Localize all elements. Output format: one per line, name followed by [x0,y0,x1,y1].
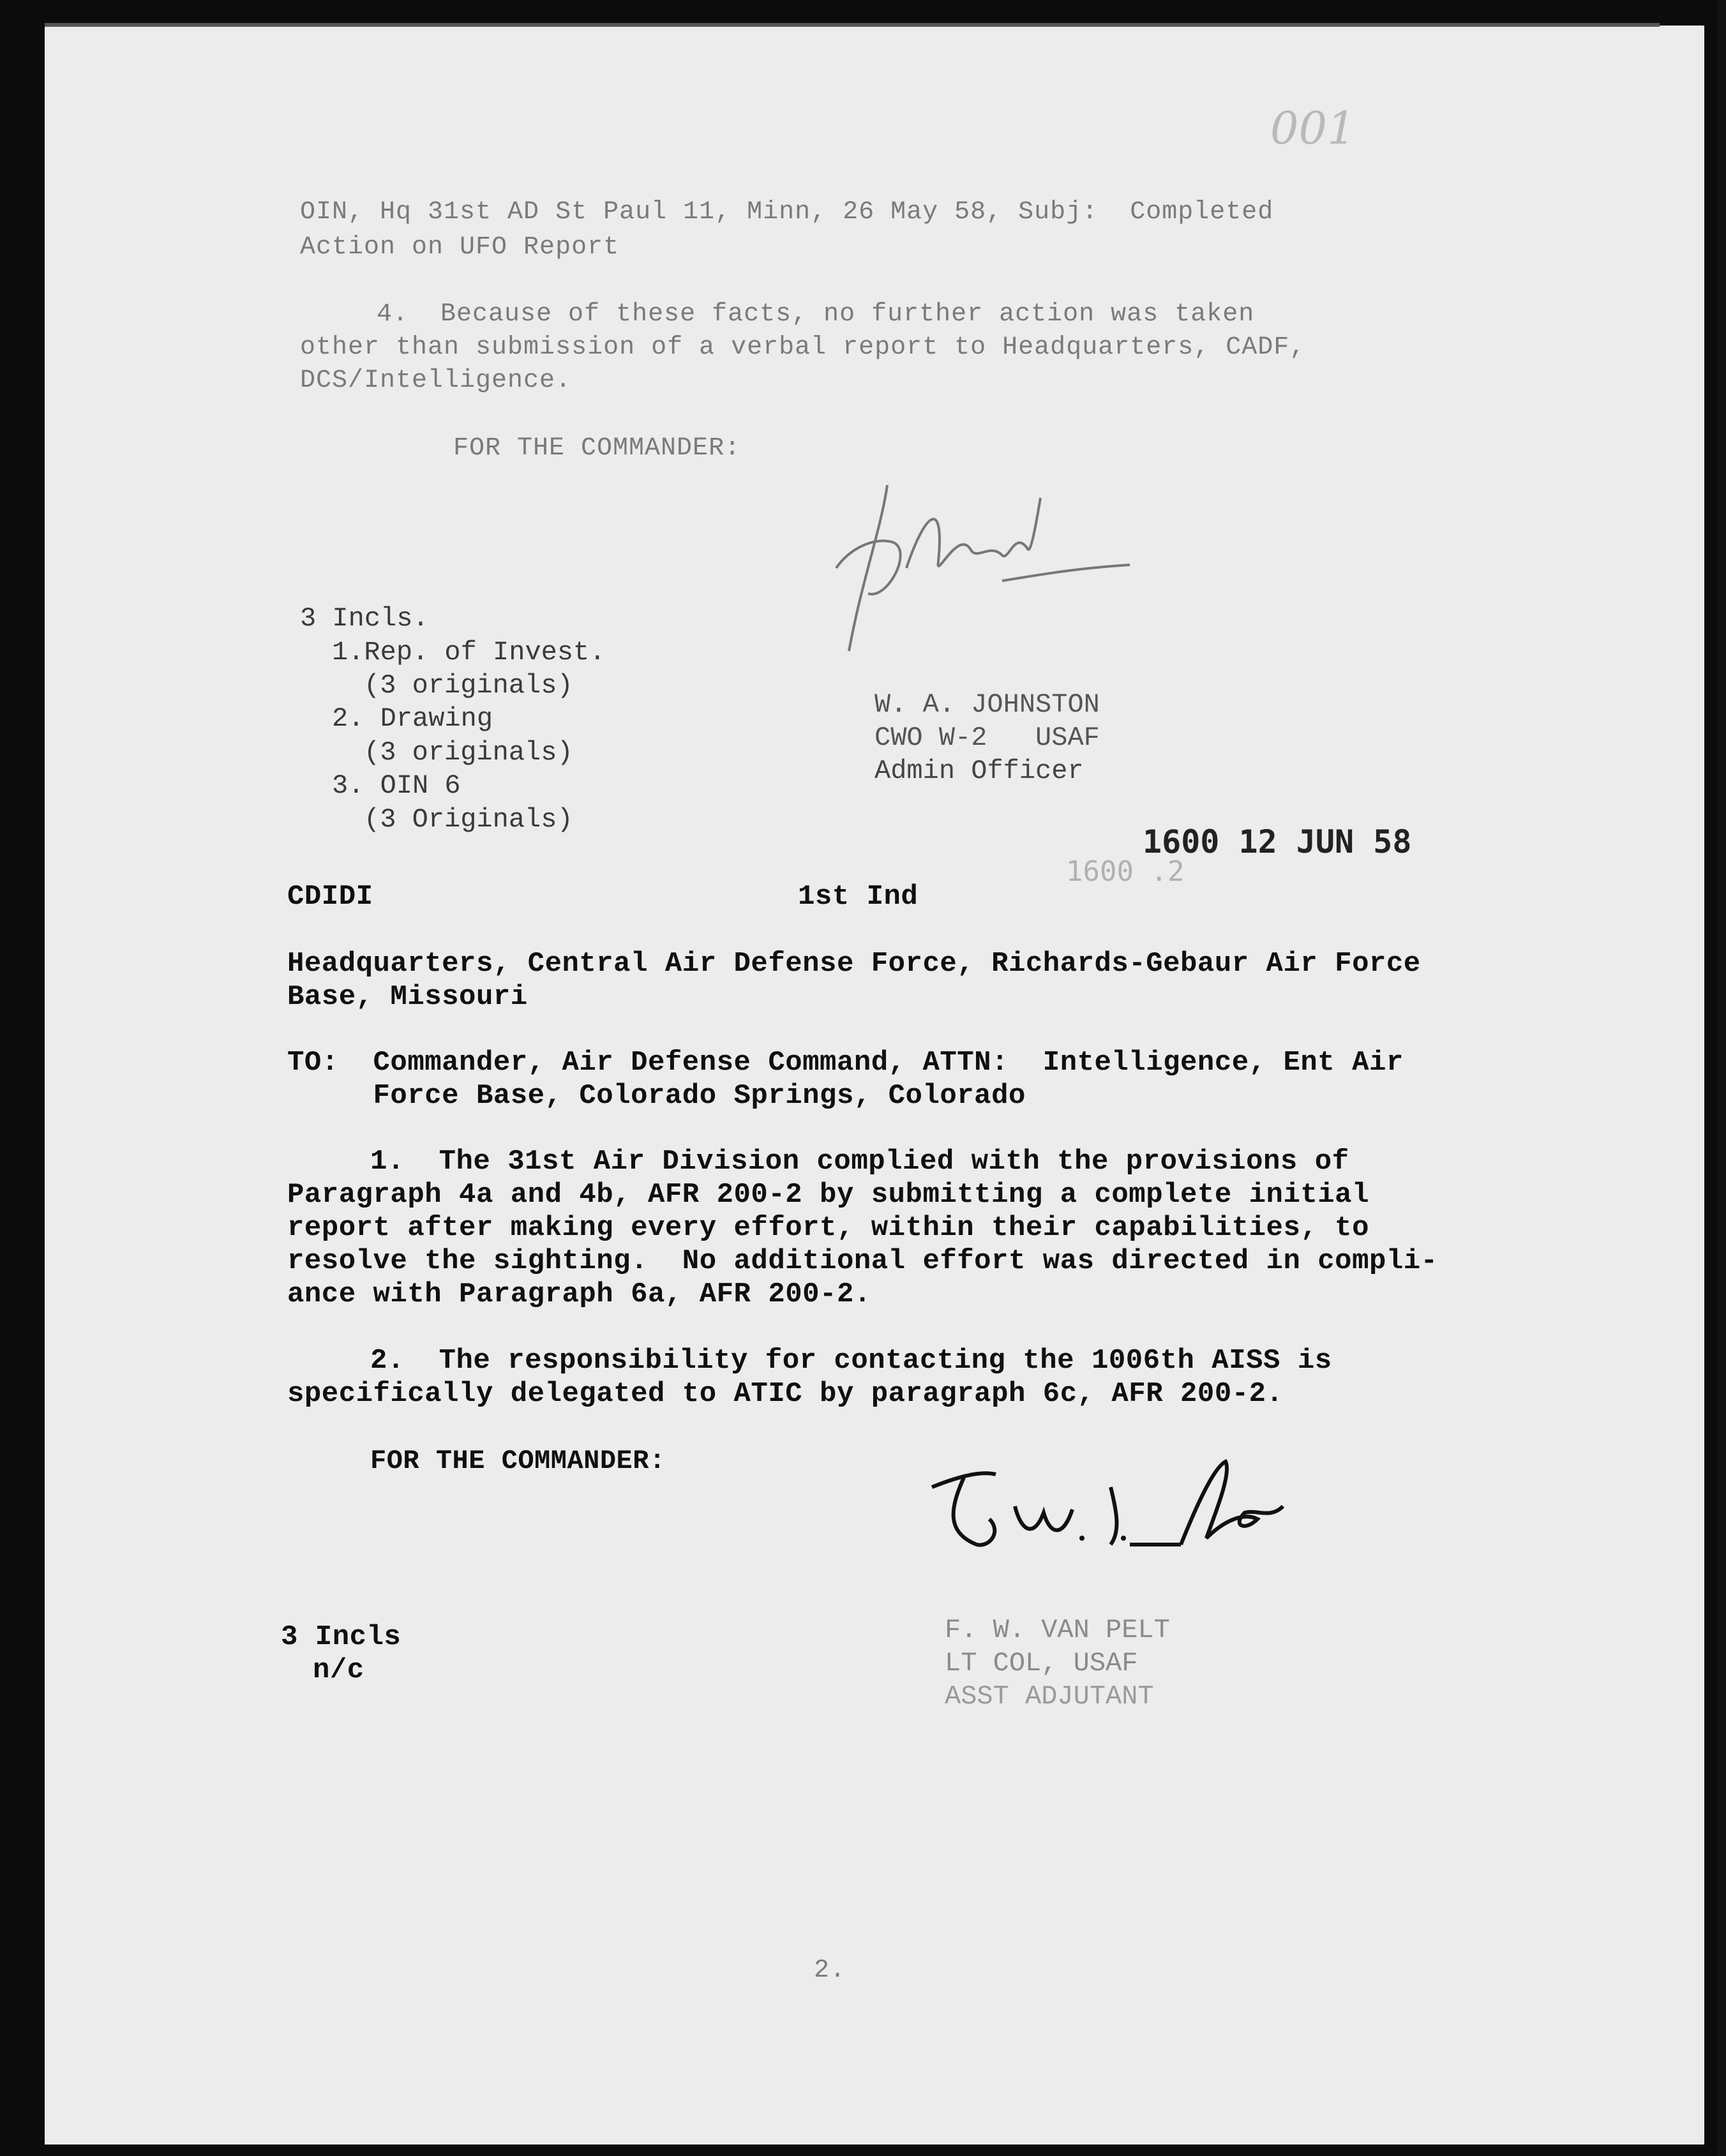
headquarters-line-1: Headquarters, Central Air Defense Force, Richards-Gebaur Air Force [287,948,1421,980]
for-the-commander-1: FOR THE COMMANDER: [453,434,741,463]
signer-2-title: ASST ADJUTANT [945,1681,1154,1712]
paragraph-4-line-2: other than submission of a verbal report to Headquarters, CADF, [300,333,1306,362]
signer-2-rank: LT COL, USAF [945,1648,1138,1679]
stamp-faint: 1600 .2 [1066,855,1185,888]
indorsement-label: 1st Ind [798,881,919,913]
paragraph-4-line-3: DCS/Intelligence. [300,366,572,395]
inclosure-item-2: 2. Drawing [332,703,493,734]
signer-1-name: W. A. JOHNSTON [874,689,1100,720]
paragraph-1-line-3: report after making every effort, within their capabilities, to [287,1212,1369,1244]
inclosure-item-1-note: (3 originals) [364,670,573,701]
signer-1-rank: CWO W-2 USAF [874,722,1100,753]
headquarters-line-2: Base, Missouri [287,981,528,1013]
signature-van-pelt [926,1449,1309,1570]
inclosure-item-1: 1.Rep. of Invest. [332,637,606,668]
inclosures-2-note: n/c [313,1654,364,1686]
page-right-edge [1717,0,1726,2156]
inclosure-item-2-note: (3 originals) [364,737,573,768]
corner-number: 001 [1270,102,1356,154]
paragraph-2-line-1: 2. The responsibility for contacting the 1006th AISS is [370,1345,1332,1377]
date-time-stamp: 1600 12 JUN 58 [1143,823,1412,860]
inclosures-header: 3 Incls. [300,603,429,634]
to-line-2: Force Base, Colorado Springs, Colorado [287,1080,1026,1112]
paragraph-1-line-5: ance with Paragraph 6a, AFR 200-2. [287,1278,871,1310]
signer-1-title: Admin Officer [874,756,1084,786]
signer-2-name: F. W. VAN PELT [945,1615,1170,1645]
to-line-1: TO: Commander, Air Defense Command, ATTN: Intelligence, Ent Air [287,1047,1404,1079]
header-reference-line-1: OIN, Hq 31st AD St Paul 11, Minn, 26 May 58, Subj: Completed [300,198,1274,227]
paragraph-1-line-2: Paragraph 4a and 4b, AFR 200-2 by submitting a complete initial [287,1179,1369,1211]
signature-johnston [811,472,1143,664]
paragraph-2-line-2: specifically delegated to ATIC by paragraph 6c, AFR 200-2. [287,1378,1284,1410]
paragraph-1-line-4: resolve the sighting. No additional effort was directed in compli- [287,1245,1438,1277]
paragraph-4-line-1: 4. Because of these facts, no further action was taken [377,300,1255,329]
header-reference-line-2: Action on UFO Report [300,233,620,262]
page-top-edge [45,23,1660,27]
paragraph-1-line-1: 1. The 31st Air Division complied with the provisions of [370,1146,1349,1178]
for-the-commander-2: FOR THE COMMANDER: [370,1446,666,1476]
office-code: CDIDI [287,881,373,913]
page-number: 2. [814,1956,846,1985]
inclosure-item-3: 3. OIN 6 [332,770,461,801]
inclosure-item-3-note: (3 Originals) [364,804,573,835]
inclosures-2-header: 3 Incls [281,1621,401,1653]
